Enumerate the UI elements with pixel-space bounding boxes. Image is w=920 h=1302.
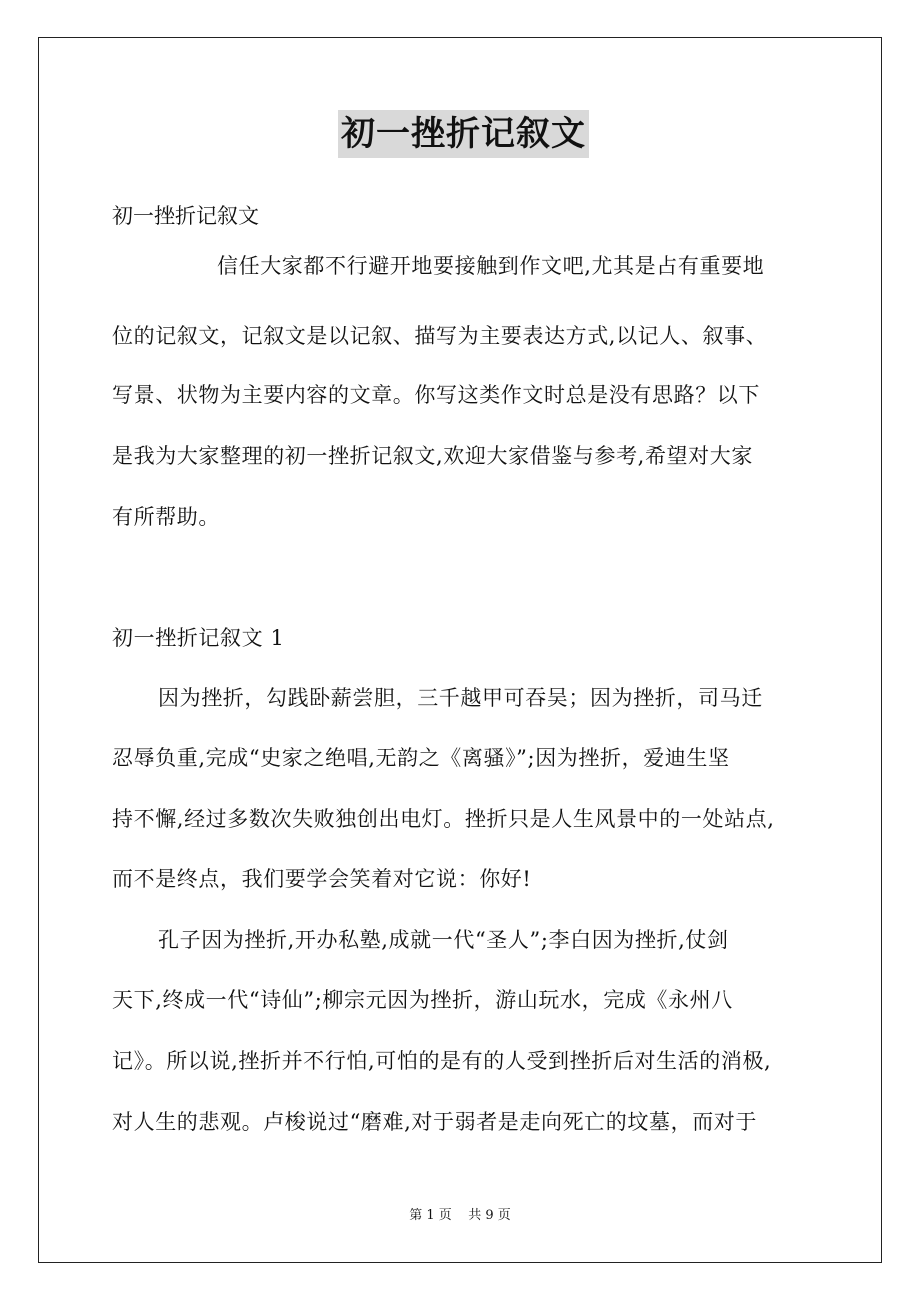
intro-line: 是我为大家整理的初一挫折记叙文,欢迎大家借鉴与参考,希望对大家 [112,444,753,468]
document-title: 初一挫折记叙文 [338,110,589,158]
paragraph-line: 对人生的悲观。卢梭说过“磨难,对于弱者是走向死亡的坟墓，而对于 [112,1110,758,1134]
paragraph-line: 而不是终点，我们要学会笑着对它说：你好! [112,867,532,891]
page-footer: 第 1 页 共 9 页 [409,1208,511,1223]
paragraph-line: 孔子因为挫折,开办私塾,成就一代“圣人”;李白因为挫折,仗剑 [158,928,729,952]
paragraph-line: 因为挫折，勾践卧薪尝胆，三千越甲可吞吴；因为挫折，司马迁 [158,686,763,710]
intro-line: 写景、状物为主要内容的文章。你写这类作文时总是没有思路？以下 [112,383,760,407]
section-heading: 初一挫折记叙文 1 [112,626,285,650]
intro-line: 信任大家都不行避开地要接触到作文吧,尤其是占有重要地 [217,254,765,278]
paragraph-line: 忍辱负重,完成“史家之绝唱,无韵之《离骚》”;因为挫折，爱迪生坚 [112,746,730,770]
paragraph-line: 天下,终成一代“诗仙”;柳宗元因为挫折，游山玩水，完成《永州八 [112,988,733,1012]
paragraph-line: 记》。所以说,挫折并不行怕,可怕的是有的人受到挫折后对生活的消极, [112,1049,772,1073]
document-subtitle: 初一挫折记叙文 [112,204,259,228]
intro-line: 有所帮助。 [112,505,220,529]
paragraph-line: 持不懈,经过多数次失败独创出电灯。挫折只是人生风景中的一处站点, [112,807,775,831]
intro-line: 位的记叙文，记叙文是以记叙、描写为主要表达方式,以记人、叙事、 [112,324,768,348]
